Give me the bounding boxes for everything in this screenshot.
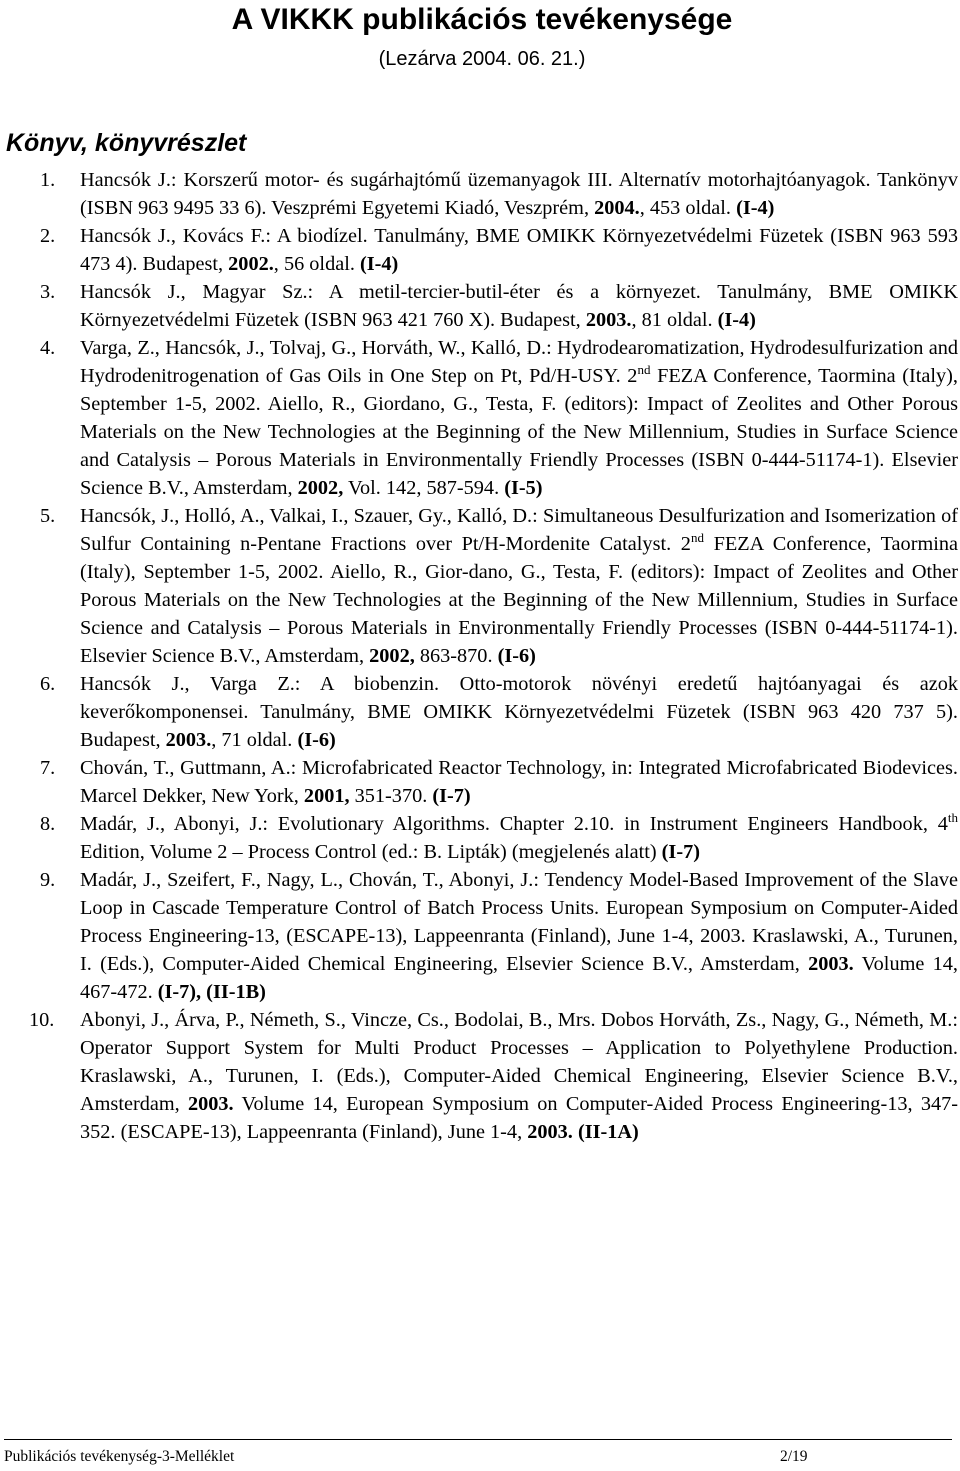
section-heading: Könyv, könyvrészlet — [6, 129, 247, 157]
reference-list — [0, 166, 958, 1146]
reference-number: 8. — [40, 813, 56, 835]
reference-run: 863-870. — [414, 645, 498, 667]
reference-run: Volume 14, 467-472. — [80, 953, 958, 1003]
reference-number: 4. — [40, 337, 56, 359]
reference-number: 2. — [40, 225, 56, 247]
reference-emphasis: (I-7) — [661, 841, 700, 863]
reference-text — [80, 869, 958, 1003]
footer-document-name: Publikációs tevékenység-3-Melléklet — [4, 1448, 235, 1465]
reference-emphasis: (I-4) — [717, 309, 756, 331]
page-title: A VIKKK publikációs tevékenysége — [231, 3, 733, 36]
reference-run: , 453 oldal. — [639, 197, 737, 219]
reference-run: FEZA Conference, Taormina (Italy), September 1-5, 2002. Aiello, R., Gior-dano, G., Testa, F. (editors): Impact of Zeolites and Other Porous Materials on the New Technologies at the Beginning of the New Millennium, Studies in Surface Science and Catalysis – Porous Materials in Environmentally Friendly Processes (ISBN 0-444-51174-1). Elsevier Science B.V., Amsterdam, — [80, 533, 959, 667]
reference-run: Vol. 142, 587-594. — [343, 477, 505, 499]
reference-text — [80, 757, 958, 807]
reference-run: Hancsók J., Kovács F.: A biodízel. Tanulmány, BME OMIKK Környezetvédelmi Füzetek (ISBN 963 593 473 4). Budapest, — [80, 225, 958, 275]
reference-emphasis: 2003. — [585, 309, 632, 331]
footer-divider — [4, 1439, 952, 1440]
reference-run: , 71 oldal. — [211, 729, 298, 751]
reference-run: Abonyi, J., Árva, P., Németh, S., Vincze, Cs., Bodolai, B., Mrs. Dobos Horváth, Zs., Nagy, G., Németh, M.: Operator Support System for Multi Product Processes – Application to Polyethylene Production. Kraslawski, A., Turunen, I. (Eds.), Computer-Aided Chemical Engineering, Elsevier Science B.V., Amsterdam, — [80, 1009, 958, 1115]
reference-superscript: th — [947, 810, 958, 825]
reference-emphasis: 2003. — [527, 1121, 573, 1143]
reference-number: 7. — [40, 757, 56, 779]
reference-run: Madár, J., Abonyi, J.: Evolutionary Algorithms. Chapter 2.10. in Instrument Engineers Handbook, 4 — [80, 813, 948, 835]
reference-emphasis: (I-6) — [497, 645, 536, 667]
reference-emphasis: (I-5) — [504, 477, 543, 499]
reference-text — [80, 673, 958, 751]
reference-emphasis: 2002, — [369, 645, 415, 667]
reference-item — [0, 866, 958, 1006]
reference-run: FEZA Conference, Taormina (Italy), September 1-5, 2002. Aiello, R., Giordano, G., Testa, F. (editors): Impact of Zeolites and Other Porous Materials on the New Technologies at the Beginning of the New Millennium, Studies in Surface Science and Catalysis – Porous Materials in Environmentally Friendly Processes (ISBN 0-444-51174-1). Elsevier Science B.V., Amsterdam, — [80, 365, 959, 499]
reference-emphasis: 2003. — [187, 1093, 234, 1115]
reference-emphasis: 2003. — [808, 953, 854, 975]
reference-number: 5. — [40, 505, 56, 527]
reference-text — [80, 225, 958, 275]
reference-emphasis: 2003. — [165, 729, 212, 751]
reference-emphasis: (I-4) — [359, 253, 399, 275]
reference-text — [80, 281, 958, 331]
reference-emphasis: (I-6) — [297, 729, 336, 751]
reference-emphasis: (I-4) — [736, 197, 775, 219]
reference-run: , 81 oldal. — [631, 309, 718, 331]
reference-run: Hancsók J., Magyar Sz.: A metil-tercier-butil-éter és a környezet. Tanulmány, BME OMIKK Környezetvédelmi Füzetek (ISBN 963 421 760 X). Budapest, — [80, 281, 958, 331]
reference-number: 6. — [40, 673, 56, 695]
reference-item — [0, 166, 958, 222]
reference-number: 3. — [40, 281, 56, 303]
reference-run: Edition, Volume 2 – Process Control (ed.: B. Lipták) (megjelenés alatt) — [80, 841, 662, 863]
reference-text — [80, 337, 958, 499]
reference-item — [0, 278, 958, 334]
reference-text — [80, 505, 958, 667]
reference-run: Volume 14, European Symposium on Computer-Aided Process Engineering-13, 347-352. (ESCAPE-13), Lappeenranta (Finland), June 1-4, — [80, 1093, 958, 1143]
reference-item — [0, 754, 958, 810]
reference-emphasis: (I-7), (II-1B) — [157, 981, 266, 1003]
reference-text — [80, 169, 958, 219]
reference-item — [0, 502, 958, 670]
reference-emphasis: (II-1A) — [577, 1121, 639, 1143]
reference-text — [80, 810, 958, 863]
reference-item — [0, 810, 958, 866]
reference-run: Hancsók, J., Holló, A., Valkai, I., Szauer, Gy., Kalló, D.: Simultaneous Desulfurization and Isomerization of Sulfur Containing n-Pentane Fractions over Pt/H-Mordenite Catalyst. 2 — [80, 505, 958, 555]
reference-run: Varga, Z., Hancsók, J., Tolvaj, G., Horváth, W., Kalló, D.: Hydrodearomatization, Hydrodesulfurization and Hydrodenitrogenation of Gas Oils in One Step on Pt, Pd/H-USY. 2 — [80, 337, 958, 387]
reference-emphasis: 2002. — [228, 253, 274, 275]
page-subtitle: (Lezárva 2004. 06. 21.) — [378, 48, 586, 70]
reference-superscript: nd — [690, 530, 704, 545]
reference-emphasis: 2002, — [297, 477, 344, 499]
reference-number: 10. — [29, 1009, 55, 1031]
reference-item — [0, 222, 958, 278]
reference-emphasis: 2004. — [594, 197, 640, 219]
reference-text — [80, 1009, 958, 1143]
reference-item — [0, 670, 958, 754]
reference-run: Hancsók J.: Korszerű motor- és sugárhajtómű üzemanyagok III. Alternatív motorhajtóanyagok. Tankönyv (ISBN 963 9495 33 6). Veszprémi Egyetemi Kiadó, Veszprém, — [80, 169, 958, 219]
footer-page-number: 2/19 — [780, 1448, 808, 1465]
reference-superscript: nd — [637, 362, 651, 377]
reference-item — [0, 1006, 958, 1146]
reference-emphasis: (I-7) — [432, 785, 471, 807]
reference-run: Hancsók J., Varga Z.: A biobenzin. Otto-motorok növényi eredetű hajtóanyagai és azok keverőkomponensei. Tanulmány, BME OMIKK Környezetvédelmi Füzetek (ISBN 963 420 737 5). Budapest, — [80, 673, 958, 751]
reference-run: Chován, T., Guttmann, A.: Microfabricated Reactor Technology, in: Integrated Microfabricated Biodevices. Marcel Dekker, New York, — [80, 757, 958, 807]
reference-item — [0, 334, 958, 502]
reference-run: 351-370. — [349, 785, 433, 807]
reference-run: Madár, J., Szeifert, F., Nagy, L., Chován, T., Abonyi, J.: Tendency Model-Based Improvement of the Slave Loop in Cascade Temperature Control of Batch Process Units. European Symposium on Computer-Aided Process Engineering-13, (ESCAPE-13), Lappeenranta (Finland), June 1-4, 2003. Kraslawski, A., Turunen, I. (Eds.), Computer-Aided Chemical Engineering, Elsevier Science B.V., Amsterdam, — [80, 869, 958, 975]
reference-emphasis: 2001, — [303, 785, 350, 807]
reference-number: 9. — [40, 869, 56, 891]
reference-run: , 56 oldal. — [273, 253, 360, 275]
reference-number: 1. — [40, 169, 56, 191]
